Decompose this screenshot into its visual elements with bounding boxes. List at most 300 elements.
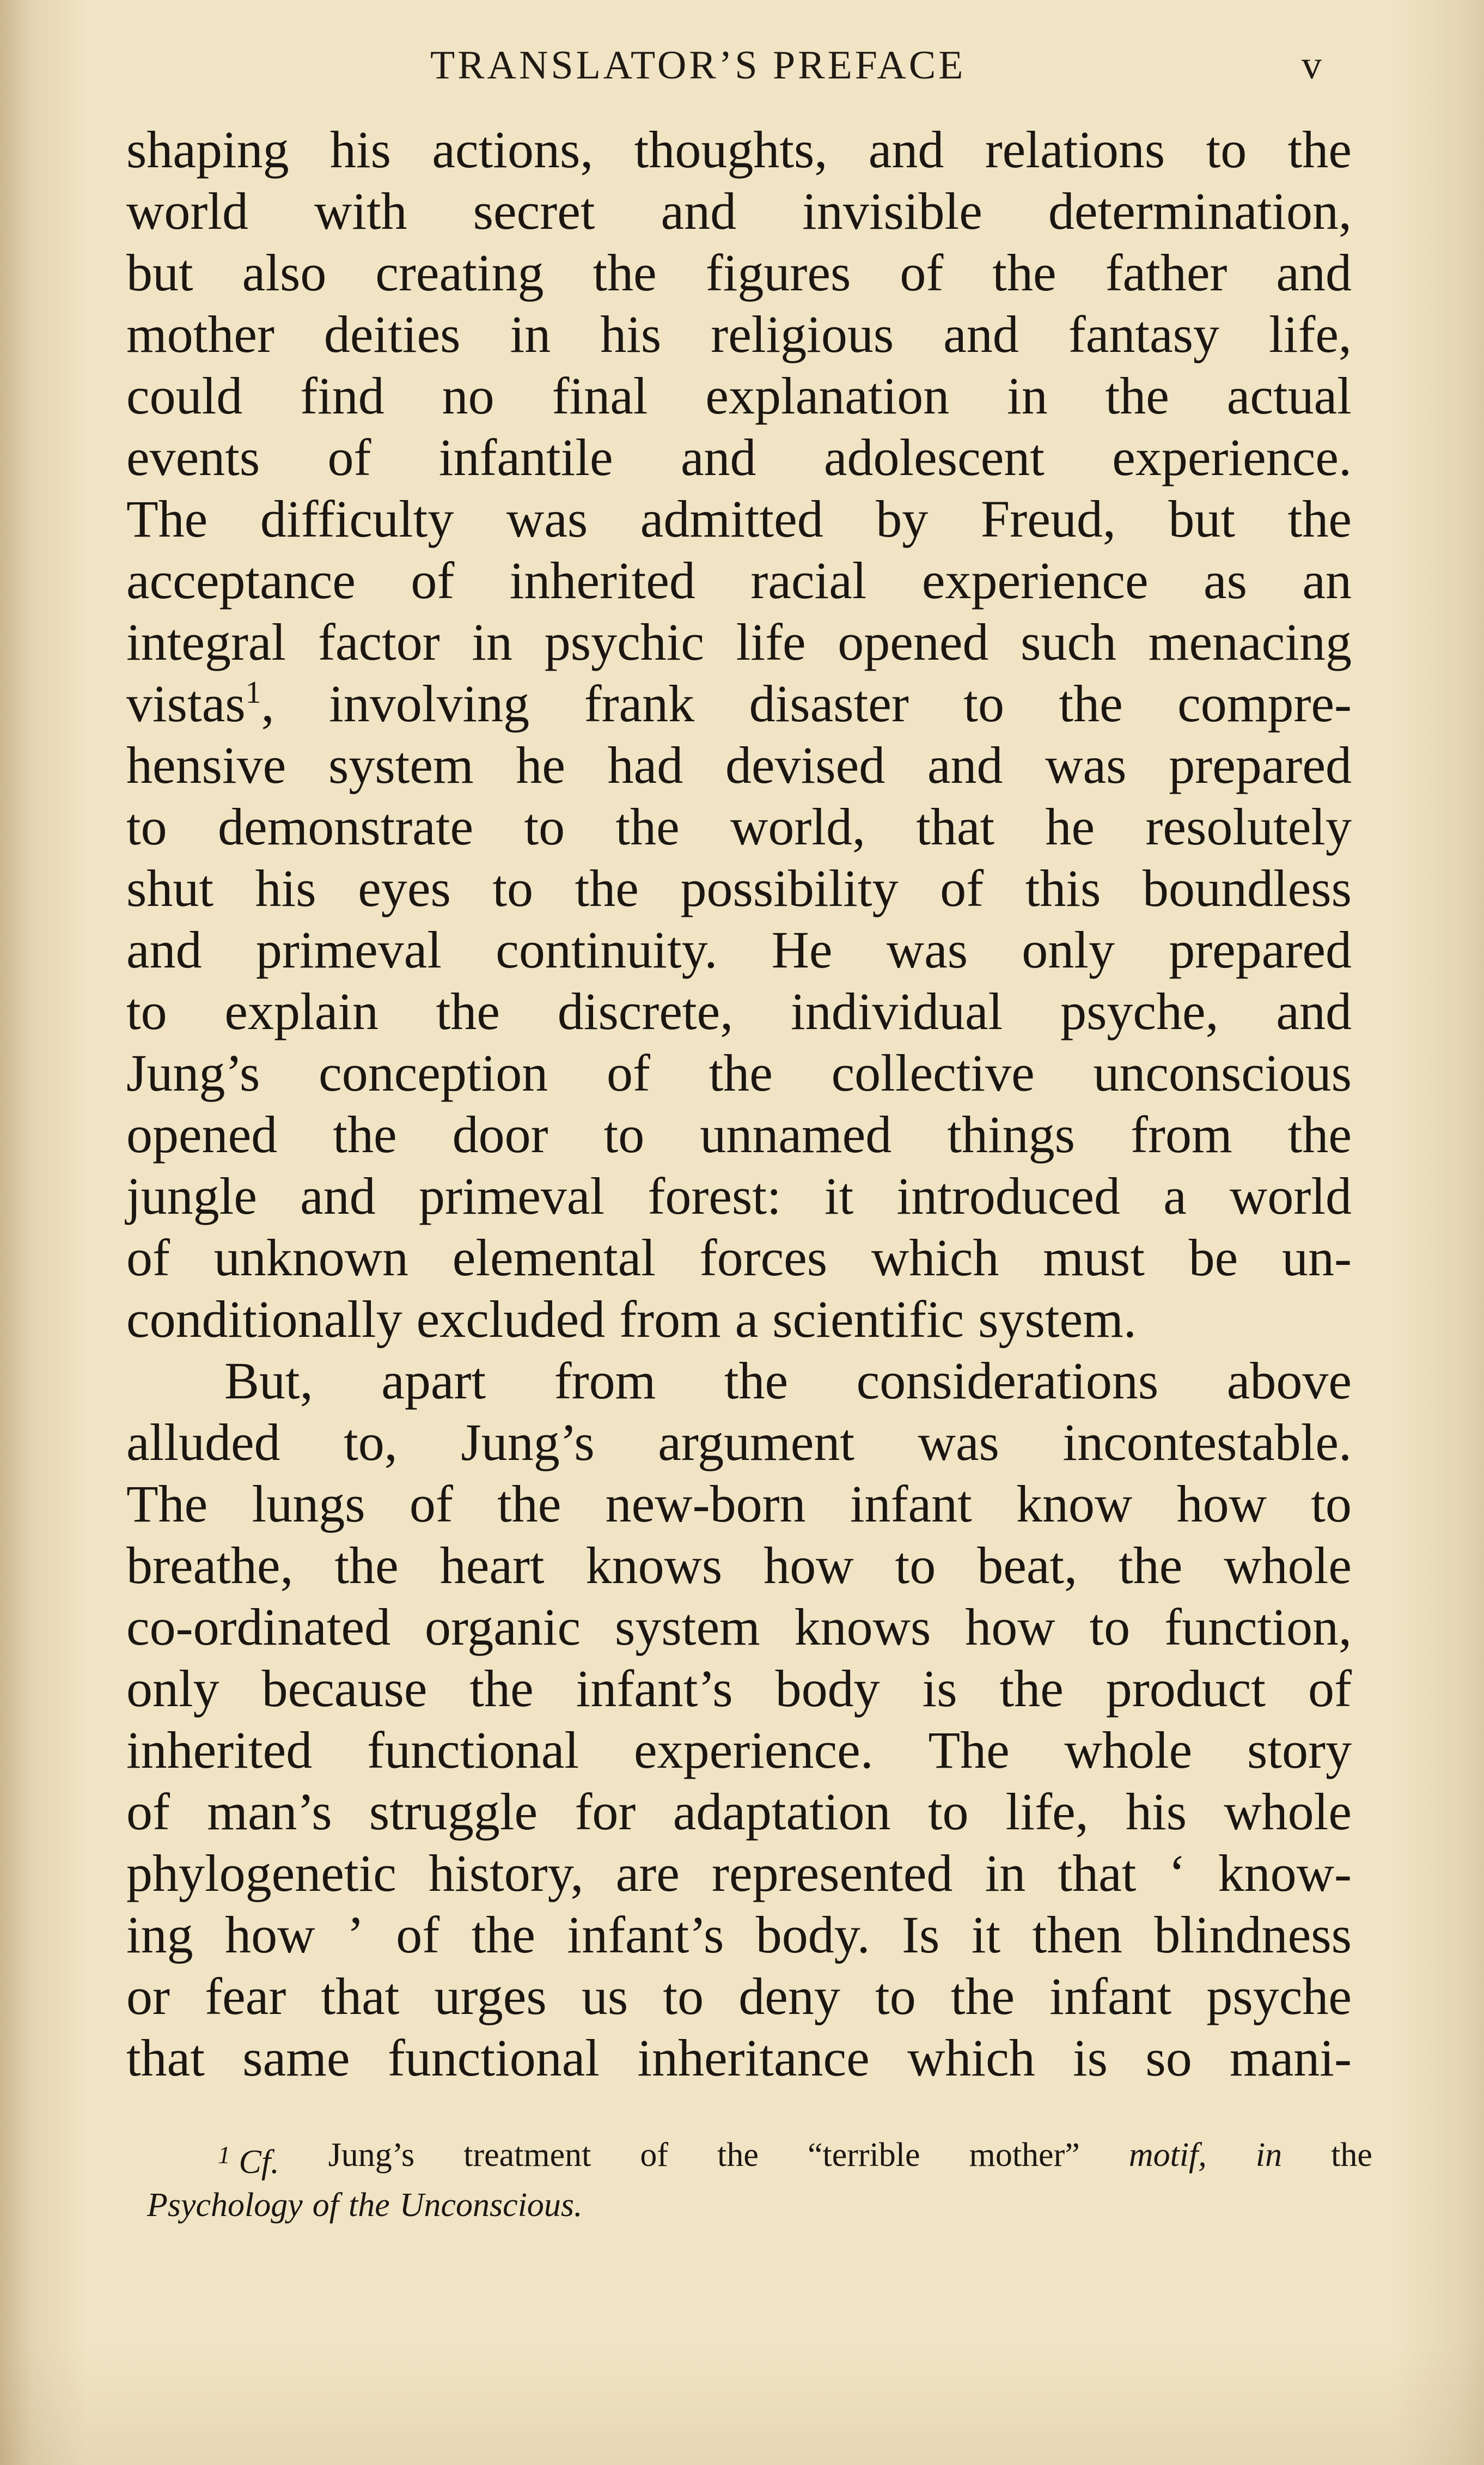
- paragraph-start-line: [126, 1350, 1352, 1411]
- word: his: [330, 120, 392, 179]
- text-line: [126, 1535, 1352, 1596]
- word: of: [126, 1782, 170, 1841]
- word: but: [126, 244, 193, 302]
- word: of: [409, 1475, 453, 1533]
- word: invisible: [802, 182, 982, 240]
- running-title: TRANSLATOR’S PREFACE: [430, 43, 966, 88]
- word: knows: [794, 1598, 931, 1656]
- word: no: [442, 367, 494, 425]
- word: represented: [711, 1844, 953, 1902]
- word: it: [824, 1167, 854, 1225]
- word: is: [1073, 2029, 1108, 2087]
- word: integral: [126, 613, 286, 671]
- text-line: [126, 1658, 1352, 1719]
- text-line: [126, 303, 1352, 365]
- word: continuity.: [496, 921, 718, 979]
- word: it: [971, 1906, 1001, 1964]
- word: which: [907, 2029, 1035, 2087]
- word: and: [868, 120, 944, 179]
- text-line: [126, 857, 1352, 919]
- word: in: [1255, 2137, 1283, 2174]
- word: from: [1131, 1105, 1232, 1164]
- word: deny: [738, 1967, 840, 2025]
- word: and: [943, 305, 1019, 363]
- word: blindness: [1154, 1906, 1352, 1964]
- word: but: [1168, 490, 1236, 548]
- word: that: [321, 1967, 400, 2025]
- word: life,: [1269, 305, 1352, 363]
- word: of: [1308, 1659, 1352, 1718]
- word: to: [875, 1967, 916, 2025]
- word: how: [1176, 1475, 1267, 1533]
- word: opened: [126, 1105, 278, 1164]
- word: the: [709, 1044, 773, 1102]
- text-line: [126, 1842, 1352, 1904]
- word: deities: [323, 305, 461, 363]
- text-line-with-footnote-ref: [126, 673, 1352, 734]
- word: argument: [658, 1413, 855, 1471]
- word: of: [312, 2187, 339, 2224]
- word: psychic: [544, 613, 704, 671]
- word: in: [472, 613, 513, 671]
- text-line: [126, 1227, 1352, 1288]
- word: to: [1089, 1598, 1131, 1656]
- word: organic: [425, 1598, 581, 1656]
- word: to: [927, 1782, 969, 1841]
- word: above: [1226, 1352, 1352, 1410]
- word: resolutely: [1145, 798, 1352, 856]
- word: whole: [1224, 1782, 1352, 1841]
- text-line: [126, 1596, 1352, 1658]
- word: the: [999, 1659, 1064, 1718]
- word: that: [126, 2029, 205, 2087]
- word: to: [895, 1536, 936, 1594]
- word: events: [126, 428, 260, 486]
- word: that: [916, 798, 995, 856]
- word: things: [947, 1105, 1075, 1164]
- word: eyes: [358, 859, 451, 917]
- word: of: [327, 428, 371, 486]
- text-line: [126, 427, 1352, 488]
- footnote: [147, 2130, 1372, 2230]
- word: the: [575, 859, 639, 917]
- word: shaping: [126, 120, 289, 179]
- word: in: [985, 1844, 1026, 1902]
- word: forces: [699, 1228, 828, 1287]
- word: relations: [985, 120, 1165, 179]
- word: know-: [1218, 1844, 1352, 1902]
- word: history,: [429, 1844, 584, 1902]
- word: and: [680, 428, 756, 486]
- word: final: [552, 367, 648, 425]
- word: He: [771, 921, 833, 979]
- word: the: [615, 798, 680, 856]
- word: a: [735, 1290, 759, 1348]
- text-line: [126, 734, 1352, 796]
- word: mani-: [1230, 2029, 1352, 2087]
- word: to: [126, 982, 167, 1040]
- word: introduced: [896, 1167, 1120, 1225]
- word: Freud,: [980, 490, 1116, 548]
- word: Jung’s: [126, 1044, 260, 1102]
- word: was: [918, 1413, 999, 1471]
- word: co-ordinated: [126, 1598, 391, 1656]
- text-line: [126, 365, 1352, 427]
- word: whole: [1064, 1721, 1193, 1779]
- word: an: [1302, 551, 1352, 610]
- text-line: [126, 1042, 1352, 1104]
- word: knows: [585, 1536, 723, 1594]
- word: must: [1043, 1228, 1145, 1287]
- word: primeval: [419, 1167, 605, 1225]
- word: acceptance: [126, 551, 356, 610]
- word: for: [575, 1782, 636, 1841]
- running-head: [0, 38, 1484, 93]
- word: to: [963, 674, 1004, 733]
- word: in: [510, 305, 551, 363]
- word: to: [492, 859, 534, 917]
- word: how: [764, 1536, 854, 1594]
- word: unnamed: [700, 1105, 892, 1164]
- word: struggle: [369, 1782, 538, 1841]
- text-line: [126, 2027, 1352, 2089]
- word: the: [436, 982, 500, 1040]
- word: treatment: [463, 2137, 591, 2174]
- word: also: [242, 244, 327, 302]
- word: elemental: [452, 1228, 656, 1287]
- word: of: [126, 1228, 170, 1287]
- word: could: [126, 367, 243, 425]
- word: to: [603, 1105, 645, 1164]
- word: are: [615, 1844, 680, 1902]
- word: racial: [750, 551, 867, 610]
- word: factor: [317, 613, 440, 671]
- word: boundless: [1142, 859, 1352, 917]
- word: Psychology: [147, 2187, 303, 2224]
- word: door: [452, 1105, 548, 1164]
- word: so: [1145, 2029, 1192, 2087]
- word: is: [922, 1659, 957, 1718]
- word: beat,: [977, 1536, 1078, 1594]
- word: as: [1203, 551, 1247, 610]
- word: system: [615, 1598, 760, 1656]
- word: fear: [205, 1967, 286, 2025]
- word: and: [927, 736, 1003, 794]
- word: psyche,: [1060, 982, 1219, 1040]
- word: he: [516, 736, 565, 794]
- word: mother”: [969, 2137, 1080, 2174]
- word: to: [1311, 1475, 1352, 1533]
- text-line: [126, 1104, 1352, 1165]
- word: conditionally: [126, 1290, 402, 1348]
- word: infantile: [438, 428, 613, 486]
- word: ing: [126, 1906, 193, 1964]
- word: devised: [725, 736, 885, 794]
- word: phylogenetic: [126, 1844, 396, 1902]
- word: Jung’s: [328, 2137, 415, 2174]
- word: with: [314, 182, 407, 240]
- word: experience.: [1112, 428, 1352, 486]
- word: the: [1105, 367, 1169, 425]
- word: inheritance: [637, 2029, 870, 2087]
- word: excluded: [416, 1290, 606, 1348]
- word: adaptation: [673, 1782, 891, 1841]
- word: functional: [387, 2029, 600, 2087]
- text-line: [126, 919, 1352, 981]
- text-line: [126, 1411, 1352, 1473]
- text-line: [126, 611, 1352, 673]
- text-line: [126, 550, 1352, 611]
- word: and: [661, 182, 737, 240]
- word: and: [126, 921, 202, 979]
- word: The: [126, 1475, 208, 1533]
- text-line: [126, 1165, 1352, 1227]
- text-line: [126, 1719, 1352, 1781]
- word: and: [1276, 244, 1352, 302]
- word: shut: [126, 859, 214, 917]
- word: The: [928, 1721, 1010, 1779]
- word: secret: [473, 182, 595, 240]
- word: Is: [902, 1906, 940, 1964]
- word: unconscious: [1093, 1044, 1352, 1102]
- word: and: [1276, 982, 1352, 1040]
- word: man’s: [207, 1782, 332, 1841]
- word: body.: [755, 1906, 870, 1964]
- footnote-line-1: [147, 2130, 1372, 2180]
- word: difficulty: [260, 490, 454, 548]
- word: breathe,: [126, 1536, 294, 1594]
- word: to,: [344, 1413, 398, 1471]
- word: the: [1287, 120, 1352, 179]
- word: fantasy: [1068, 305, 1219, 363]
- word: of: [411, 551, 455, 610]
- word: world: [126, 182, 248, 240]
- word: such: [1021, 613, 1117, 671]
- page-number: v: [1302, 43, 1322, 88]
- word: of: [606, 1044, 650, 1102]
- word: system: [328, 736, 474, 794]
- word: how: [965, 1598, 1055, 1656]
- word: psyche: [1206, 1967, 1352, 2025]
- footnote-reference: 1: [245, 674, 261, 710]
- word: vistas$^1$,: [126, 674, 274, 733]
- word: inherited: [509, 551, 695, 610]
- word: individual: [791, 982, 1003, 1040]
- word: actual: [1226, 367, 1352, 425]
- word: the: [469, 1659, 534, 1718]
- word: alluded: [126, 1413, 280, 1471]
- word: the: [334, 1536, 399, 1594]
- word: life: [736, 613, 806, 671]
- word: world: [1230, 1167, 1352, 1225]
- word: had: [607, 736, 683, 794]
- word: prepared: [1169, 736, 1352, 794]
- word: the: [1059, 674, 1123, 733]
- word: the: [349, 2187, 390, 2224]
- word: story: [1247, 1721, 1352, 1779]
- word: the: [1287, 490, 1352, 548]
- word: collective: [831, 1044, 1035, 1102]
- word: prepared: [1169, 921, 1352, 979]
- word: be: [1188, 1228, 1238, 1287]
- word: menacing: [1148, 613, 1352, 671]
- word: Jung’s: [461, 1413, 595, 1471]
- word: explanation: [705, 367, 950, 425]
- text-line: [126, 796, 1352, 857]
- word: demonstrate: [217, 798, 474, 856]
- word: incontestable.: [1062, 1413, 1352, 1471]
- text-line: [126, 1965, 1352, 2027]
- word: of: [900, 244, 944, 302]
- word: the: [1331, 2137, 1372, 2174]
- word: conception: [319, 1044, 548, 1102]
- word: un-: [1282, 1228, 1352, 1287]
- word: involving: [329, 674, 530, 733]
- word: only: [1022, 921, 1115, 979]
- word: this: [1025, 859, 1101, 917]
- word: then: [1032, 1906, 1122, 1964]
- word: the: [1119, 1536, 1183, 1594]
- word: figures: [705, 244, 851, 302]
- word: urges: [434, 1967, 547, 2025]
- word: of: [940, 859, 984, 917]
- word: new-born: [605, 1475, 806, 1533]
- word: find: [300, 367, 384, 425]
- word: system.: [978, 1290, 1137, 1348]
- word: opened: [838, 613, 989, 671]
- word: motif,: [1128, 2137, 1207, 2174]
- word: the: [497, 1475, 561, 1533]
- word: was: [886, 921, 968, 979]
- word: infant’s: [567, 1906, 724, 1964]
- text-line: [126, 488, 1352, 550]
- word: forest:: [648, 1167, 781, 1225]
- word: hensive: [126, 736, 286, 794]
- word: which: [871, 1228, 999, 1287]
- footnote-line-2: [147, 2180, 1372, 2230]
- word: $^1$ Cf.: [218, 2141, 279, 2181]
- word: in: [1007, 367, 1048, 425]
- word: “terrible: [807, 2137, 920, 2174]
- word: from: [554, 1352, 656, 1410]
- word: of: [396, 1906, 440, 1964]
- word: infant’s: [576, 1659, 733, 1718]
- footnote-marker: 1: [218, 2141, 230, 2169]
- word: the: [471, 1906, 535, 1964]
- word: compre-: [1177, 674, 1352, 733]
- word: determination,: [1048, 182, 1352, 240]
- word: primeval: [255, 921, 442, 979]
- word: body: [775, 1659, 880, 1718]
- word: his: [255, 859, 316, 917]
- text-line: [126, 119, 1352, 180]
- word: religious: [711, 305, 894, 363]
- word: was: [506, 490, 588, 548]
- word: creating: [375, 244, 544, 302]
- text-line: [126, 1473, 1352, 1535]
- word: the: [724, 1352, 789, 1410]
- word: the: [950, 1967, 1015, 2025]
- word: to: [126, 798, 167, 856]
- word: us: [581, 1967, 628, 2025]
- paragraph-end-line: [126, 1288, 1352, 1350]
- word: admitted: [640, 490, 823, 548]
- word: unknown: [213, 1228, 409, 1287]
- word: lungs: [252, 1475, 365, 1533]
- word: experience: [921, 551, 1149, 610]
- word: of: [640, 2137, 669, 2174]
- word: actions,: [432, 120, 594, 179]
- word: same: [242, 2029, 350, 2087]
- word: the: [717, 2137, 759, 2174]
- text-line: [126, 1904, 1352, 1965]
- word: jungle: [126, 1167, 257, 1225]
- word: scientific: [772, 1290, 964, 1348]
- word: his: [1126, 1782, 1187, 1841]
- text-line: [126, 981, 1352, 1042]
- word: life,: [1005, 1782, 1089, 1841]
- word: considerations: [856, 1352, 1159, 1410]
- word: to: [1206, 120, 1247, 179]
- word: function,: [1164, 1598, 1352, 1656]
- word: infant: [850, 1475, 972, 1533]
- word: was: [1045, 736, 1127, 794]
- word: or: [126, 1967, 170, 2025]
- word: functional: [367, 1721, 579, 1779]
- word: possibility: [680, 859, 899, 917]
- word: to: [663, 1967, 704, 2025]
- word: only: [126, 1659, 219, 1718]
- word: But,: [224, 1352, 313, 1410]
- word: heart: [439, 1536, 545, 1594]
- word: ‘: [1168, 1844, 1186, 1902]
- word: the: [992, 244, 1056, 302]
- word: world,: [730, 798, 865, 856]
- word: know: [1016, 1475, 1133, 1533]
- word: product: [1106, 1659, 1266, 1718]
- body-text: [126, 119, 1352, 2089]
- word: he: [1045, 798, 1095, 856]
- word: disaster: [749, 674, 909, 733]
- word: thoughts,: [634, 120, 828, 179]
- word: father: [1105, 244, 1227, 302]
- word: because: [261, 1659, 428, 1718]
- word: to: [524, 798, 565, 856]
- word: The: [126, 490, 208, 548]
- word: experience.: [634, 1721, 874, 1779]
- word: mother: [126, 305, 274, 363]
- word: the: [333, 1105, 397, 1164]
- word: from: [619, 1290, 721, 1348]
- word: his: [600, 305, 662, 363]
- word: inherited: [126, 1721, 313, 1779]
- word: frank: [584, 674, 695, 733]
- text-line: [126, 180, 1352, 242]
- word: that: [1058, 1844, 1137, 1902]
- text-line: [126, 242, 1352, 303]
- word: discrete,: [557, 982, 734, 1040]
- word: and: [300, 1167, 376, 1225]
- word: a: [1163, 1167, 1187, 1225]
- word: how: [225, 1906, 315, 1964]
- word: ’: [346, 1906, 364, 1964]
- word: adolescent: [823, 428, 1045, 486]
- word: explain: [224, 982, 378, 1040]
- word: whole: [1224, 1536, 1352, 1594]
- word: the: [593, 244, 657, 302]
- word: Unconscious.: [399, 2187, 583, 2224]
- word: infant: [1049, 1967, 1172, 2025]
